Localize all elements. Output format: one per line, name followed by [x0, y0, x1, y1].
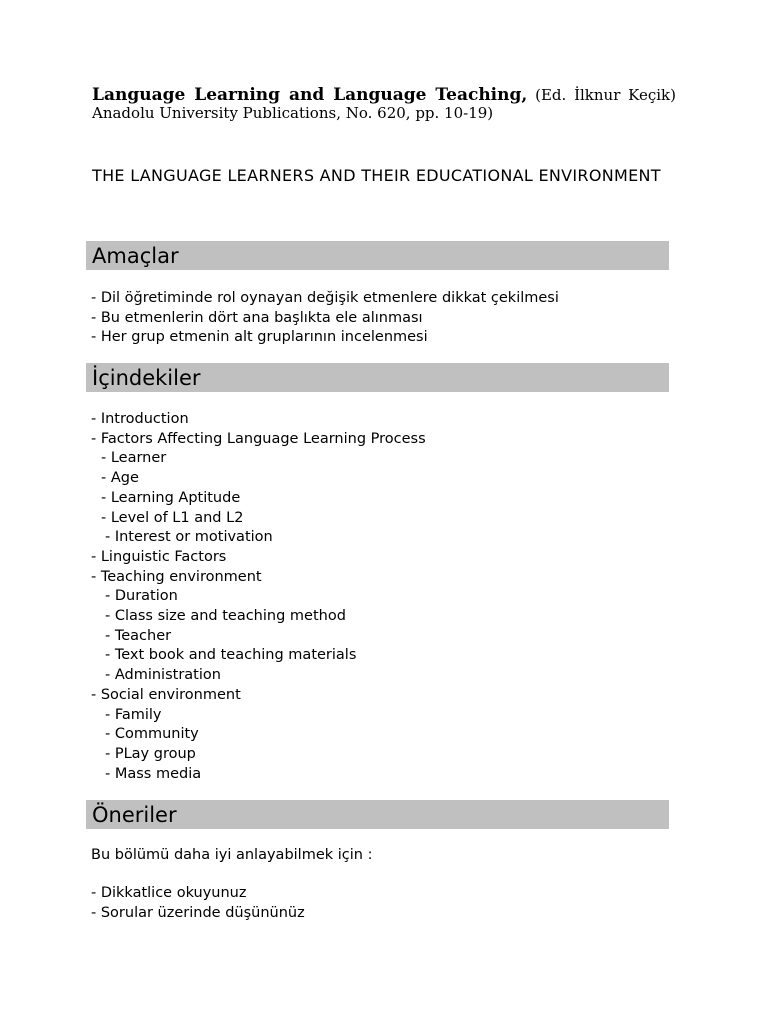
list-item: - Teacher	[105, 627, 172, 644]
list-item: - Her grup etmenin alt gruplarının incelenmesi	[91, 329, 428, 346]
list-item: - Teaching environment	[91, 568, 262, 585]
amaclar-list	[91, 289, 559, 348]
list-item: - Administration	[105, 667, 221, 684]
list-item: - Dil öğretiminde rol oynayan değişik etmenlere dikkat çekilmesi	[91, 290, 559, 306]
list-item: - Duration	[105, 588, 178, 605]
list-item: - Introduction	[91, 411, 189, 427]
list-item: - Interest or motivation	[105, 529, 273, 546]
citation-details: (Ed. İlknur Keçik) Anadolu University Publications, No. 620, pp. 10-19)	[92, 86, 676, 122]
citation-title: Language Learning and Language Teaching,	[92, 85, 528, 105]
list-item: - Learning Aptitude	[101, 489, 241, 506]
list-item: - Text book and teaching materials	[105, 647, 357, 664]
list-item: - Family	[105, 706, 162, 723]
section-heading-amaclar: Amaçlar	[86, 241, 669, 270]
list-item: - Age	[101, 470, 139, 487]
document-title: THE LANGUAGE LEARNERS AND THEIR EDUCATIONAL ENVIRONMENT	[92, 166, 661, 185]
list-item: - Level of L1 and L2	[101, 509, 244, 526]
icindekiler-list	[91, 410, 426, 784]
oneriler-list	[91, 884, 305, 923]
list-item: - Sorular üzerinde düşününüz	[91, 904, 305, 921]
list-item: - Learner	[101, 450, 167, 467]
list-item: - Bu etmenlerin dört ana başlıkta ele alınması	[91, 309, 423, 326]
section-heading-icindekiler: İçindekiler	[86, 363, 669, 392]
section-heading-oneriler: Öneriler	[86, 800, 669, 829]
list-item: - Factors Affecting Language Learning Process	[91, 430, 426, 447]
list-item: - Mass media	[105, 765, 202, 782]
list-item: - Community	[105, 726, 199, 743]
list-item: - Linguistic Factors	[91, 548, 227, 565]
list-item: - Class size and teaching method	[105, 608, 346, 625]
list-item: - PLay group	[105, 745, 196, 762]
oneriler-intro: Bu bölümü daha iyi anlayabilmek için :	[91, 847, 373, 863]
citation	[92, 86, 676, 122]
list-item: - Social environment	[91, 686, 241, 703]
list-item: - Dikkatlice okuyunuz	[91, 885, 247, 901]
